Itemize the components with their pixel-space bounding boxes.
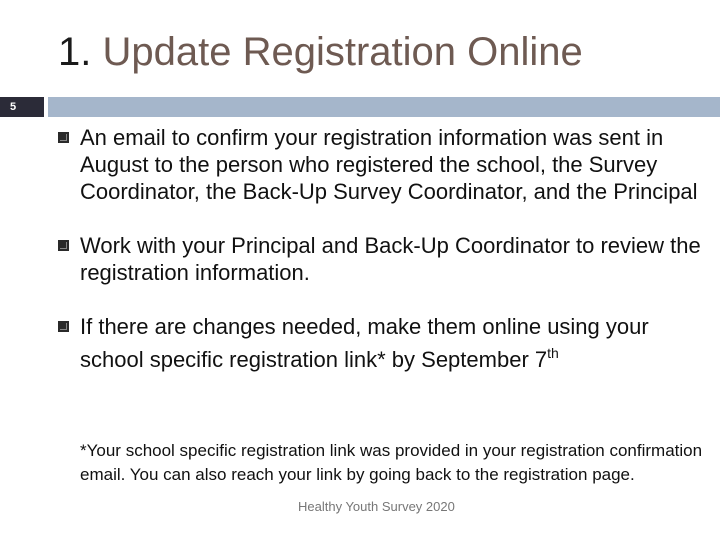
bullet-text: An email to confirm your registration information was sent in August to the person who registered the school, the Survey Coordinator, the Back-Up Survey Coordinator, and the Principal — [80, 125, 698, 204]
bullet-text: Work with your Principal and Back-Up Coordinator to review the registration information. — [80, 233, 701, 285]
bullet-item — [56, 313, 708, 373]
slide-title — [58, 28, 583, 76]
bullet-item — [56, 232, 708, 286]
slide-footer: Healthy Youth Survey 2020 — [298, 499, 455, 514]
title-text: Update Registration Online — [102, 30, 583, 74]
ordinal-suffix: th — [547, 345, 559, 361]
square-bullet-icon — [58, 240, 69, 251]
header-rule — [48, 97, 720, 117]
title-number: 1. — [58, 30, 92, 74]
slide-number-badge — [0, 97, 44, 117]
footnote: *Your school specific registration link was provided in your registration confirmation email. You can also reach your link by going back to the registration page. — [80, 441, 703, 484]
square-bullet-icon — [58, 132, 69, 143]
bullet-list — [56, 124, 708, 373]
bullet-item — [56, 124, 708, 205]
bullet-text: If there are changes needed, make them online using your school specific registration link* by September 7 — [80, 314, 649, 372]
square-bullet-icon — [58, 321, 69, 332]
slide-number: 5 — [10, 101, 17, 113]
slide-header-bar — [0, 97, 720, 117]
